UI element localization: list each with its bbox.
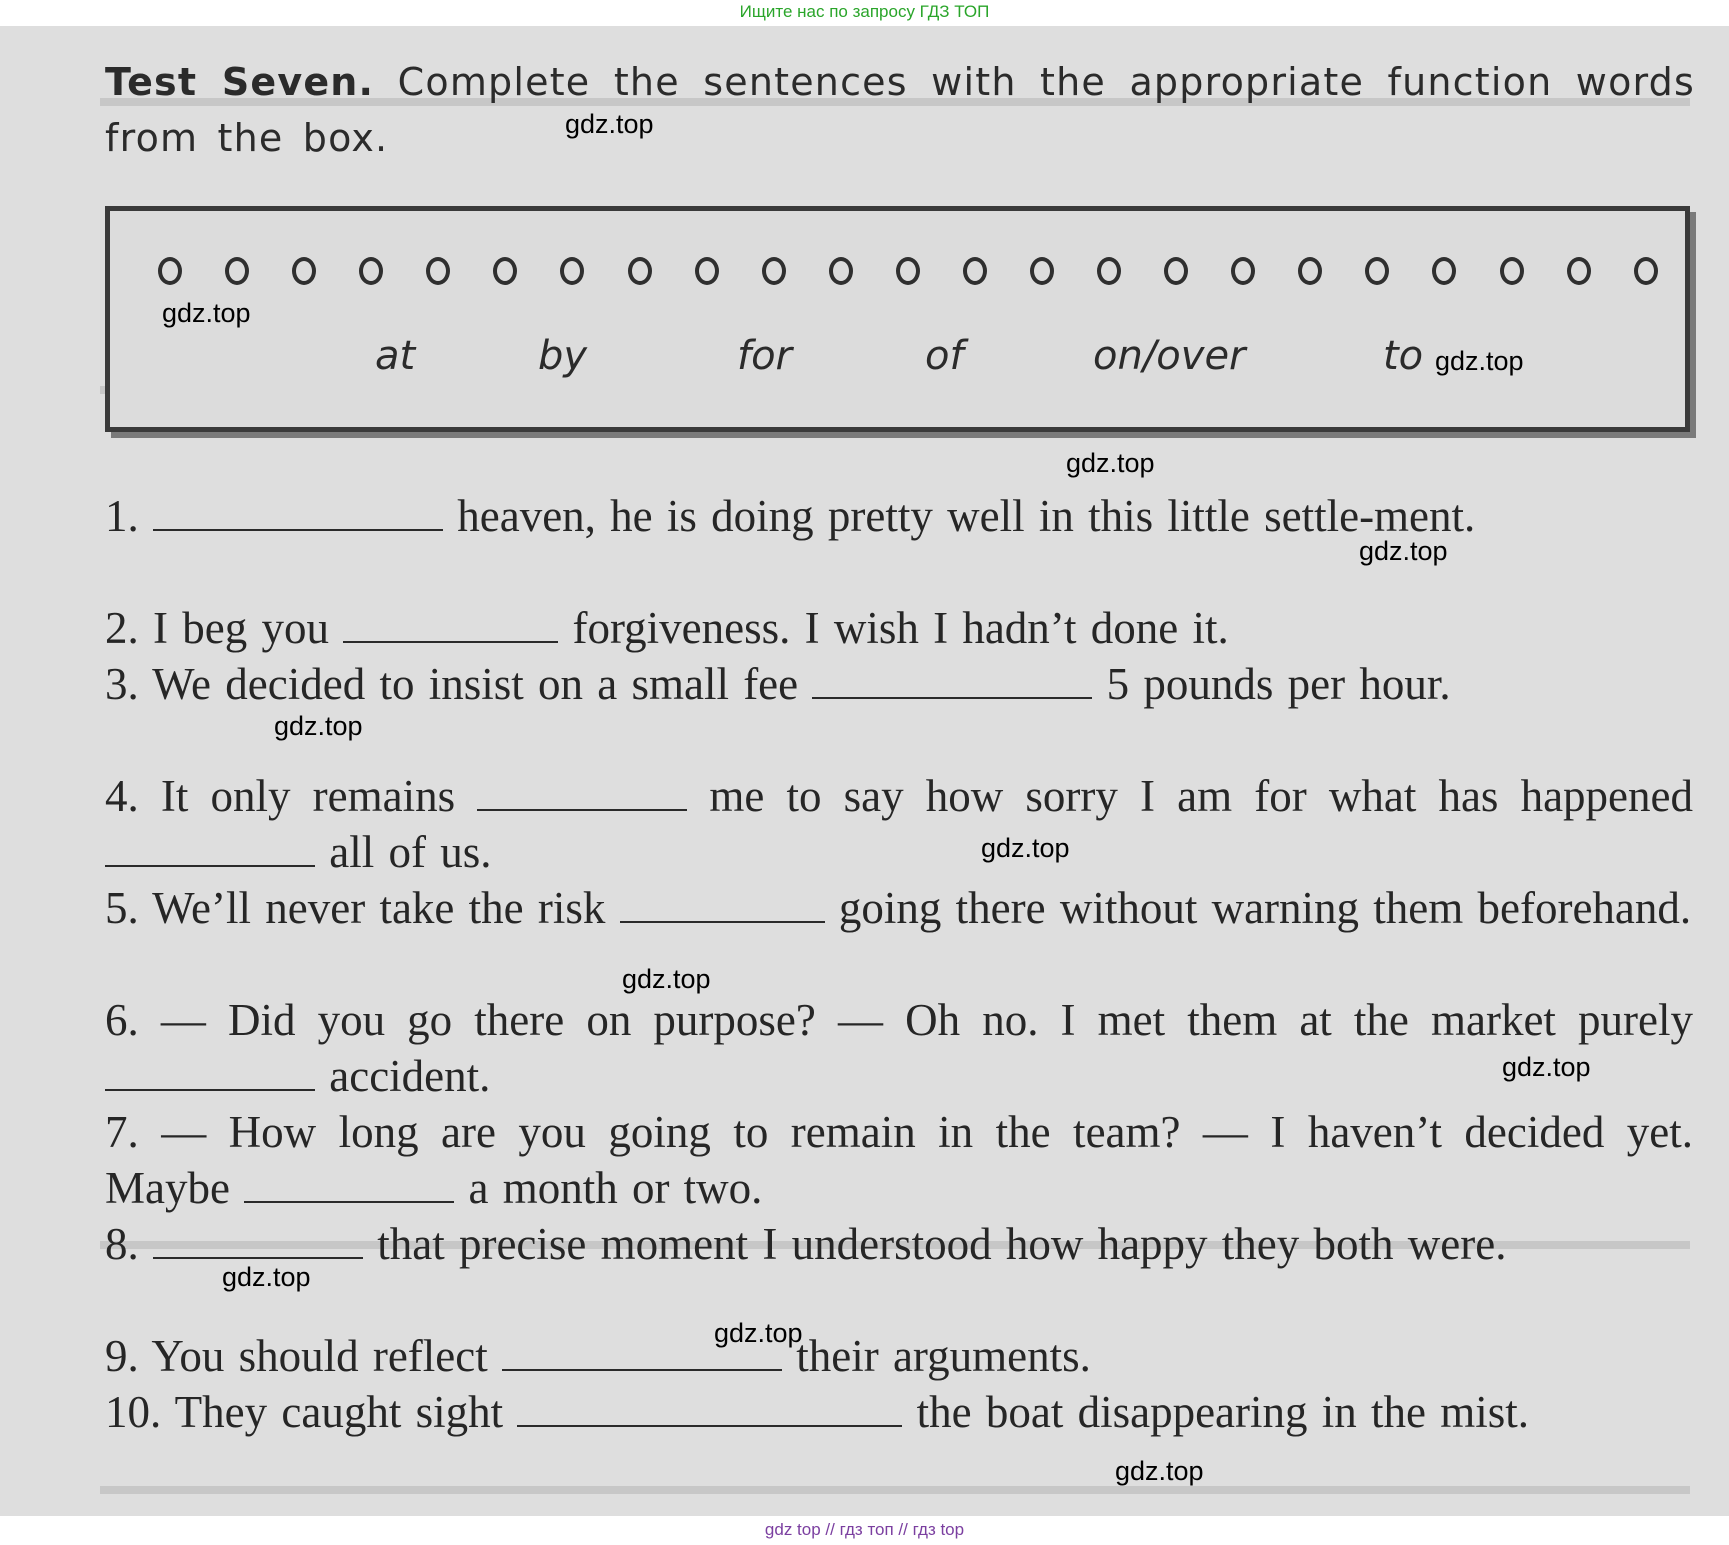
sentence-text: all of us. xyxy=(329,827,492,877)
ring-icon xyxy=(1634,257,1658,285)
ring-icon xyxy=(963,257,987,285)
answer-blank[interactable] xyxy=(105,1049,315,1091)
answer-blank[interactable] xyxy=(153,1217,363,1259)
test-heading xyxy=(105,54,1695,166)
box-word-at: at xyxy=(375,333,416,379)
watermark: gdz.top xyxy=(162,298,251,328)
sentence-8 xyxy=(105,1216,1693,1272)
ring-icon xyxy=(560,257,584,285)
ring-icon xyxy=(158,257,182,285)
test-instruction: Complete the sentences with the appropriate function words from the box. xyxy=(105,60,1695,160)
watermark: gdz.top xyxy=(1066,448,1155,478)
ring-icon xyxy=(493,257,517,285)
box-word-to: to xyxy=(1383,333,1424,379)
ring-icon xyxy=(1164,257,1188,285)
ring-icon xyxy=(628,257,652,285)
watermark: gdz.top xyxy=(1359,536,1448,566)
watermark: gdz.top xyxy=(222,1262,311,1292)
ring-icon xyxy=(1298,257,1322,285)
sentence-text: 7. — How long are you going to remain in the team? — I haven’t decided yet. Maybe xyxy=(105,1107,1693,1213)
ring-icon xyxy=(359,257,383,285)
box-word-of: of xyxy=(925,333,964,379)
sentence-text: 8. xyxy=(105,1219,139,1269)
sentence-text: going there without warning them beforehand. xyxy=(838,883,1692,933)
watermark: gdz.top xyxy=(1502,1052,1591,1082)
sentence-text: heaven, he is doing pretty well in this little settle-ment. xyxy=(457,491,1476,541)
sentence-10 xyxy=(105,1384,1693,1440)
answer-blank[interactable] xyxy=(343,601,558,643)
sentence-7 xyxy=(105,1104,1693,1216)
sentence-text: 6. — Did you go there on purpose? — Oh no. I met them at the market purely xyxy=(105,995,1693,1045)
watermark: gdz.top xyxy=(1435,346,1524,376)
ring-icon xyxy=(1432,257,1456,285)
ring-icon xyxy=(292,257,316,285)
sentence-text: me to say how sorry I am for what has happened xyxy=(709,771,1693,821)
test-title: Test Seven. xyxy=(105,60,375,104)
bleed-through-line xyxy=(100,1486,1690,1494)
top-banner[interactable]: Ищите нас по запросу ГДЗ ТОП xyxy=(739,2,990,21)
sentence-3 xyxy=(105,656,1693,712)
ring-icon xyxy=(1030,257,1054,285)
sentence-text: 2. I beg you xyxy=(105,603,329,653)
ring-icon xyxy=(1567,257,1591,285)
sentence-text: 5 pounds per hour. xyxy=(1106,659,1451,709)
watermark: gdz.top xyxy=(981,833,1070,863)
sentence-4 xyxy=(105,768,1693,880)
watermark: gdz.top xyxy=(714,1318,803,1348)
ring-icon xyxy=(829,257,853,285)
answer-blank[interactable] xyxy=(812,657,1092,699)
sentence-text: 4. It only remains xyxy=(105,771,456,821)
answer-blank[interactable] xyxy=(153,489,443,531)
box-word-for: for xyxy=(737,333,792,379)
ring-icon xyxy=(1231,257,1255,285)
sentence-text: accident. xyxy=(329,1051,491,1101)
scanned-page xyxy=(0,26,1729,1516)
sentence-9 xyxy=(105,1328,1693,1384)
box-word-by: by xyxy=(538,333,588,379)
sentence-1 xyxy=(105,488,1693,544)
sentence-text: 9. You should reflect xyxy=(105,1331,488,1381)
sentence-text: forgiveness. I wish I hadn’t done it. xyxy=(572,603,1229,653)
answer-blank[interactable] xyxy=(244,1161,454,1203)
sentence-text: their arguments. xyxy=(796,1331,1091,1381)
ring-icon xyxy=(225,257,249,285)
sentence-text: 1. xyxy=(105,491,139,541)
sentence-2 xyxy=(105,600,1693,656)
answer-blank[interactable] xyxy=(105,825,315,867)
sentence-text: the boat disappearing in the mist. xyxy=(916,1387,1529,1437)
spiral-rings xyxy=(158,257,1658,297)
ring-icon xyxy=(762,257,786,285)
answer-blank[interactable] xyxy=(517,1385,902,1427)
ring-icon xyxy=(426,257,450,285)
ring-icon xyxy=(1097,257,1121,285)
sentence-text: that precise moment I understood how happy they both were. xyxy=(377,1219,1507,1269)
ring-icon xyxy=(1365,257,1389,285)
watermark: gdz.top xyxy=(622,964,711,994)
sentence-text: 10. They caught sight xyxy=(105,1387,504,1437)
box-word-on-over: on/over xyxy=(1093,333,1246,379)
sentence-5 xyxy=(105,880,1693,936)
sentence-text: 3. We decided to insist on a small fee xyxy=(105,659,799,709)
footer-links[interactable]: gdz top // гдз топ // гдз top xyxy=(0,1516,1729,1545)
ring-icon xyxy=(1500,257,1524,285)
sentence-text: 5. We’ll never take the risk xyxy=(105,883,606,933)
watermark: gdz.top xyxy=(274,711,363,741)
watermark: gdz.top xyxy=(565,109,654,139)
word-box xyxy=(105,206,1690,432)
sentence-text: a month or two. xyxy=(468,1163,763,1213)
sentence-6 xyxy=(105,992,1693,1104)
watermark: gdz.top xyxy=(1115,1456,1204,1486)
answer-blank[interactable] xyxy=(477,769,687,811)
ring-icon xyxy=(896,257,920,285)
answer-blank[interactable] xyxy=(620,881,825,923)
ring-icon xyxy=(695,257,719,285)
